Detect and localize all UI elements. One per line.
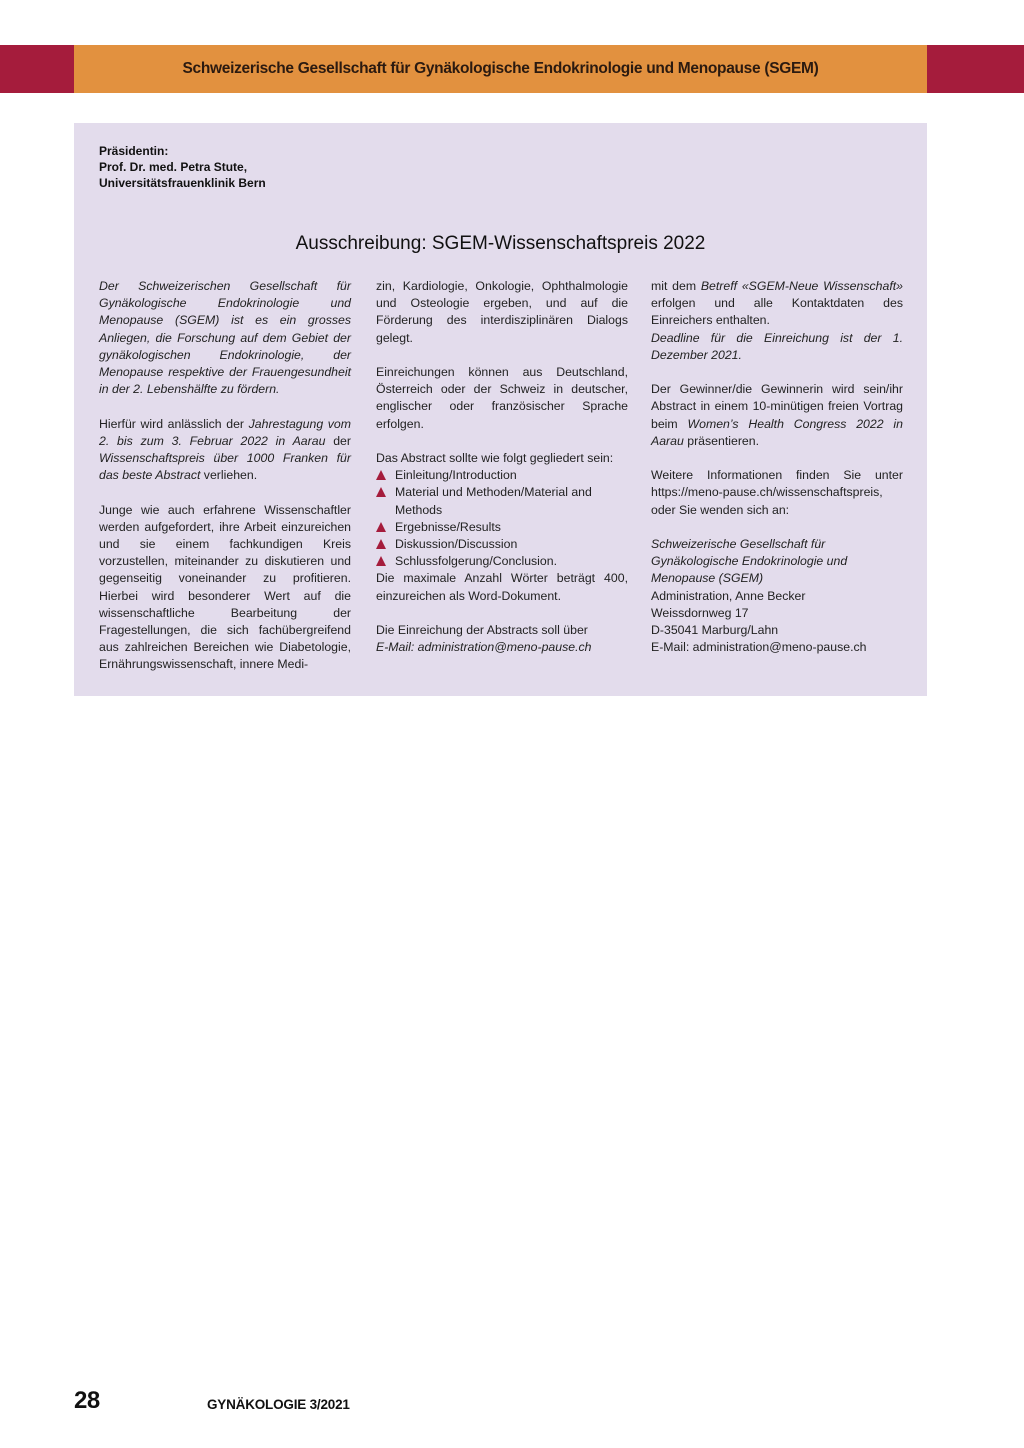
header-band (0, 45, 1024, 93)
president-name: Prof. Dr. med. Petra Stute, (99, 160, 248, 174)
deadline-text: Deadline für die Einreichung ist der 1. Dezember 2021. (651, 330, 903, 362)
list-item: Diskussion/Discussion (376, 536, 628, 553)
award-text-2: der (325, 433, 351, 448)
president-affiliation: Universitätsfrauenklinik Bern (99, 176, 266, 190)
subject-line: Betreff «SGEM-Neue Wissenschaft» (700, 279, 903, 293)
submission-paragraph (376, 622, 628, 656)
header-title: Schweizerische Gesellschaft für Gynäkologische Endokrinologie und Menopause (SGEM) (182, 60, 819, 77)
triangle-bullet-icon (376, 487, 386, 497)
header-accent-right (927, 45, 1024, 93)
column-2 (376, 278, 628, 656)
article-title: Ausschreibung: SGEM-Wissenschaftspreis 2022 (295, 233, 706, 254)
award-text-3: verliehen. (200, 468, 258, 483)
list-item: Einleitung/Introduction (376, 467, 628, 484)
triangle-bullet-icon (376, 470, 386, 480)
contact-line: D-35041 Marburg/Lahn (651, 623, 779, 638)
award-paragraph (99, 416, 351, 485)
congress-name: Women’s Health Congress 2022 in Aarau (651, 416, 903, 448)
column-3 (651, 278, 903, 656)
president-block (99, 143, 266, 191)
president-label: Präsidentin: (99, 144, 169, 158)
languages-paragraph: Einreichungen können aus Deutschland, Österreich oder der Schweiz in deutscher, englischer oder französischer Sprache erfolgen. (376, 365, 628, 431)
info-paragraph: Weitere Informationen finden Sie unter https://meno-pause.ch/wissenschaftspreis, oder Sie wenden sich an: (651, 468, 903, 517)
word-limit-paragraph: Die maximale Anzahl Wörter beträgt 400, einzureichen als Word-Dokument. (376, 571, 628, 603)
subject-paragraph: mit dem Betreff «SGEM-Neue Wissenschaft» erfolgen und alle Kontaktdaten des Einreichers enthalten. (651, 279, 903, 328)
topics-paragraph: zin, Kardiologie, Onkologie, Ophthalmologie und Osteologie ergeben, und auf die Förderung des interdisziplinären Dialogs gelegt. (376, 279, 628, 345)
deadline-paragraph (651, 330, 903, 364)
list-item: Schlussfolgerung/Conclusion. (376, 553, 628, 570)
announcement-panel (74, 123, 927, 696)
column-1 (99, 278, 351, 674)
intro-text: Der Schweizerischen Gesellschaft für Gynäkologische Endokrinologie und Menopause (SGEM) ist es ein grosses Anliegen, die Forschung auf dem Gebiet der gynäkologischen Endokrinologie, der Menopause respektive der Frauengesundheit in der 2. Lebenshälfte zu fördern. (99, 279, 351, 397)
award-text-1: Hierfür wird anlässlich der (99, 416, 249, 431)
award-prize: Wissenschaftspreis über 1000 Franken für das beste Abstract (99, 451, 351, 483)
triangle-bullet-icon (376, 556, 386, 566)
contact-organization: Schweizerische Gesellschaft für Gynäkologische Endokrinologie und Menopause (SGEM) (651, 537, 848, 586)
triangle-bullet-icon (376, 522, 386, 532)
submission-text: Die Einreichung der Abstracts soll über (376, 623, 588, 638)
submission-email: E-Mail: administration@meno-pause.ch (376, 640, 592, 655)
abstract-sections-list (376, 467, 628, 570)
structure-paragraph: Das Abstract sollte wie folgt gegliedert sein: (376, 451, 614, 465)
list-item: Ergebnisse/Results (376, 519, 628, 536)
page-number: 28 (74, 1387, 100, 1414)
triangle-bullet-icon (376, 539, 386, 549)
contact-line: Weissdornweg 17 (651, 605, 749, 620)
journal-issue: GYNÄKOLOGIE 3/2021 (207, 1397, 350, 1412)
list-item: Material und Methoden/Material and Methods (376, 484, 628, 518)
contact-block (651, 536, 903, 656)
header-accent-left (0, 45, 74, 93)
winner-paragraph: Der Gewinner/die Gewinnerin wird sein/ihr Abstract in einem 10-minütigen freien Vortrag beim Women’s Health Congress 2022 in Aarau präsentieren. (651, 382, 903, 448)
invitation-paragraph: Junge wie auch erfahrene Wissenschaftler werden aufgefordert, ihre Arbeit einzureichen und sie einem fachkundigen Kreis vorzustellen, miteinander zu diskutieren und gegenseitig voneinander zu profitieren. Hierbei wird besonderer Wert auf die wissenschaftliche Bearbeitung der Fragestellungen, die sich fachübergreifend aus zahlreichen Bereichen wie Diabetologie, Ernährungswissenschaft, innere Medi- (99, 502, 351, 672)
award-event: Jahrestagung vom 2. bis zum 3. Februar 2022 in Aarau (99, 416, 351, 448)
intro-paragraph (99, 278, 351, 398)
contact-line: Administration, Anne Becker (651, 588, 806, 603)
contact-email: E-Mail: administration@meno-pause.ch (651, 640, 867, 655)
